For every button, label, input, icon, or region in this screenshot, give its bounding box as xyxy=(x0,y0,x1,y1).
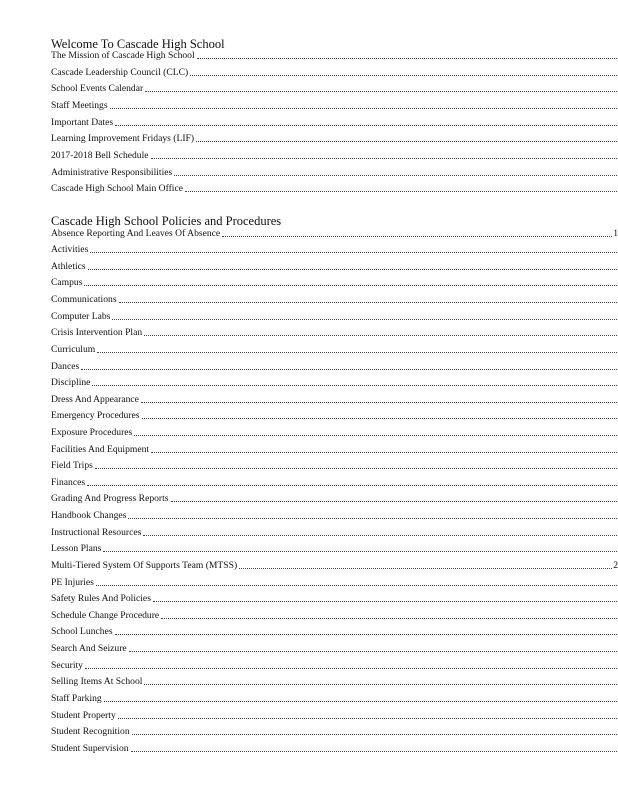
toc-entry-schedule-change[interactable] xyxy=(51,609,618,622)
dot-leader xyxy=(143,534,617,536)
dot-leader xyxy=(151,451,617,453)
toc-entry-lesson-plans[interactable] xyxy=(51,542,618,555)
dot-leader xyxy=(92,384,617,386)
toc-entry-label: Student Recognition xyxy=(51,726,130,737)
toc-entry-label: Important Dates xyxy=(51,117,114,128)
toc-entry-important-dates[interactable] xyxy=(51,116,618,129)
toc-entry-exposure[interactable] xyxy=(51,426,618,439)
toc-entry-label: Athletics xyxy=(51,261,86,272)
toc-entry-label: Administrative Responsibilities xyxy=(51,167,173,178)
toc-entry-label: The Mission of Cascade High School xyxy=(51,50,195,61)
dot-leader xyxy=(141,401,617,403)
toc-entry-label: PE Injuries xyxy=(51,577,94,588)
toc-entry-mission[interactable] xyxy=(51,49,618,62)
toc-entry-label: Facilities And Equipment xyxy=(51,444,150,455)
toc-entry-discipline[interactable] xyxy=(51,376,618,389)
toc-entry-student-property[interactable] xyxy=(51,709,618,722)
toc-entry-athletics[interactable] xyxy=(51,260,618,273)
toc-entry-label: Finances xyxy=(51,477,86,488)
toc-entry-label: School Lunches xyxy=(51,626,113,637)
toc-entry-label: Cascade High School Main Office xyxy=(51,183,183,194)
toc-entry-label: Multi-Tiered System Of Supports Team (MTSS) xyxy=(51,560,238,571)
dot-leader xyxy=(115,124,617,126)
toc-entry-label: Discipline xyxy=(51,377,91,388)
toc-entry-student-recognition[interactable] xyxy=(51,725,618,738)
toc-entry-label: Search And Seizure xyxy=(51,643,127,654)
toc-entry-field-trips[interactable] xyxy=(51,459,618,472)
dot-leader xyxy=(171,500,617,502)
toc-entry-instructional-resources[interactable] xyxy=(51,526,618,539)
dot-leader xyxy=(128,517,617,519)
toc-entry-label: Emergency Procedures xyxy=(51,410,140,421)
toc-entry-dances[interactable] xyxy=(51,360,618,373)
toc-entry-label: Absence Reporting And Leaves Of Absence xyxy=(51,228,221,239)
toc-entry-student-supervision[interactable] xyxy=(51,742,618,755)
toc-entry-label: Field Trips xyxy=(51,460,93,471)
toc-entry-label: Exposure Procedures xyxy=(51,427,133,438)
toc-entry-label: Dances xyxy=(51,361,80,372)
dot-leader xyxy=(81,368,617,370)
toc-entry-label: 2017-2018 Bell Schedule xyxy=(51,150,149,161)
toc-entry-communications[interactable] xyxy=(51,293,618,306)
toc-entry-label: Instructional Resources xyxy=(51,527,142,538)
dot-leader xyxy=(239,567,612,569)
toc-entry-label: Lesson Plans xyxy=(51,543,102,554)
dot-leader xyxy=(88,268,617,270)
toc-entry-label: Dress And Appearance xyxy=(51,394,139,405)
toc-entry-clc[interactable] xyxy=(51,66,618,79)
dot-leader xyxy=(118,717,617,719)
toc-entry-label: Schedule Change Procedure xyxy=(51,610,160,621)
dot-leader xyxy=(145,90,617,92)
toc-page-number: 1 xyxy=(613,228,618,239)
toc-entry-mtss[interactable] xyxy=(51,559,618,572)
toc-entry-label: Handbook Changes xyxy=(51,510,127,521)
dot-leader xyxy=(96,584,617,586)
toc-entry-label: Security xyxy=(51,660,83,671)
toc-entry-curriculum[interactable] xyxy=(51,343,618,356)
toc-entry-finances[interactable] xyxy=(51,476,618,489)
toc-entry-label: Campus xyxy=(51,277,83,288)
toc-entry-label: Crisis Intervention Plan xyxy=(51,327,143,338)
toc-entry-staff-meetings[interactable] xyxy=(51,99,618,112)
toc-entry-search-seizure[interactable] xyxy=(51,642,618,655)
toc-entry-dress[interactable] xyxy=(51,393,618,406)
dot-leader xyxy=(103,550,617,552)
toc-entry-safety-rules[interactable] xyxy=(51,592,618,605)
dot-leader xyxy=(119,301,617,303)
dot-leader xyxy=(222,235,612,237)
dot-leader xyxy=(84,284,617,286)
dot-leader xyxy=(129,650,617,652)
toc-entry-events-calendar[interactable] xyxy=(51,82,618,95)
section-heading-welcome: Welcome To Cascade High School xyxy=(51,37,225,51)
toc-entry-admin-responsibilities[interactable] xyxy=(51,166,618,179)
toc-entry-lif[interactable] xyxy=(51,132,618,145)
toc-entry-staff-parking[interactable] xyxy=(51,692,618,705)
dot-leader xyxy=(97,351,617,353)
toc-entry-pe-injuries[interactable] xyxy=(51,576,618,589)
dot-leader xyxy=(142,417,617,419)
dot-leader xyxy=(95,467,617,469)
dot-leader xyxy=(144,334,617,336)
toc-entry-activities[interactable] xyxy=(51,243,618,256)
dot-leader xyxy=(151,157,617,159)
toc-entry-label: Grading And Progress Reports xyxy=(51,493,169,504)
dot-leader xyxy=(185,190,617,192)
toc-entry-selling-items[interactable] xyxy=(51,675,618,688)
toc-entry-label: Staff Meetings xyxy=(51,100,108,111)
dot-leader xyxy=(90,251,617,253)
dot-leader xyxy=(144,683,617,685)
toc-entry-main-office[interactable] xyxy=(51,182,618,195)
toc-page-number: 2 xyxy=(613,560,618,571)
toc-entry-label: Learning Improvement Fridays (LIF) xyxy=(51,133,195,144)
toc-entry-label: Activities xyxy=(51,244,89,255)
dot-leader xyxy=(197,57,617,59)
dot-leader xyxy=(110,107,617,109)
toc-entry-handbook-changes[interactable] xyxy=(51,509,618,522)
toc-entry-label: Staff Parking xyxy=(51,693,102,704)
dot-leader xyxy=(161,617,617,619)
dot-leader xyxy=(131,750,617,752)
dot-leader xyxy=(196,140,617,142)
toc-entry-emergency[interactable] xyxy=(51,409,618,422)
dot-leader xyxy=(87,484,617,486)
dot-leader xyxy=(85,667,617,669)
dot-leader xyxy=(134,434,617,436)
toc-entry-label: Student Property xyxy=(51,710,116,721)
dot-leader xyxy=(190,74,617,76)
dot-leader xyxy=(132,733,617,735)
toc-entry-security[interactable] xyxy=(51,659,618,672)
toc-entry-bell-schedule[interactable] xyxy=(51,149,618,162)
toc-entry-school-lunches[interactable] xyxy=(51,625,618,638)
toc-entry-crisis-plan[interactable] xyxy=(51,326,618,339)
toc-entry-grading[interactable] xyxy=(51,492,618,505)
toc-entry-absence-reporting[interactable] xyxy=(51,227,618,240)
toc-entry-label: Curriculum xyxy=(51,344,96,355)
toc-entry-label: Computer Labs xyxy=(51,311,111,322)
section-heading-policies: Cascade High School Policies and Procedures xyxy=(51,214,282,228)
toc-entry-label: School Events Calendar xyxy=(51,83,144,94)
dot-leader xyxy=(112,318,617,320)
toc-entry-campus[interactable] xyxy=(51,276,618,289)
toc-entry-label: Selling Items At School xyxy=(51,676,143,687)
toc-entry-label: Safety Rules And Policies xyxy=(51,593,151,604)
toc-entry-label: Cascade Leadership Council (CLC) xyxy=(51,67,189,78)
toc-entry-computer-labs[interactable] xyxy=(51,310,618,323)
dot-leader xyxy=(104,700,617,702)
toc-entry-facilities[interactable] xyxy=(51,443,618,456)
toc-entry-label: Communications xyxy=(51,294,117,305)
dot-leader xyxy=(174,174,617,176)
dot-leader xyxy=(153,600,617,602)
toc-entry-label: Student Supervision xyxy=(51,743,129,754)
dot-leader xyxy=(115,633,617,635)
